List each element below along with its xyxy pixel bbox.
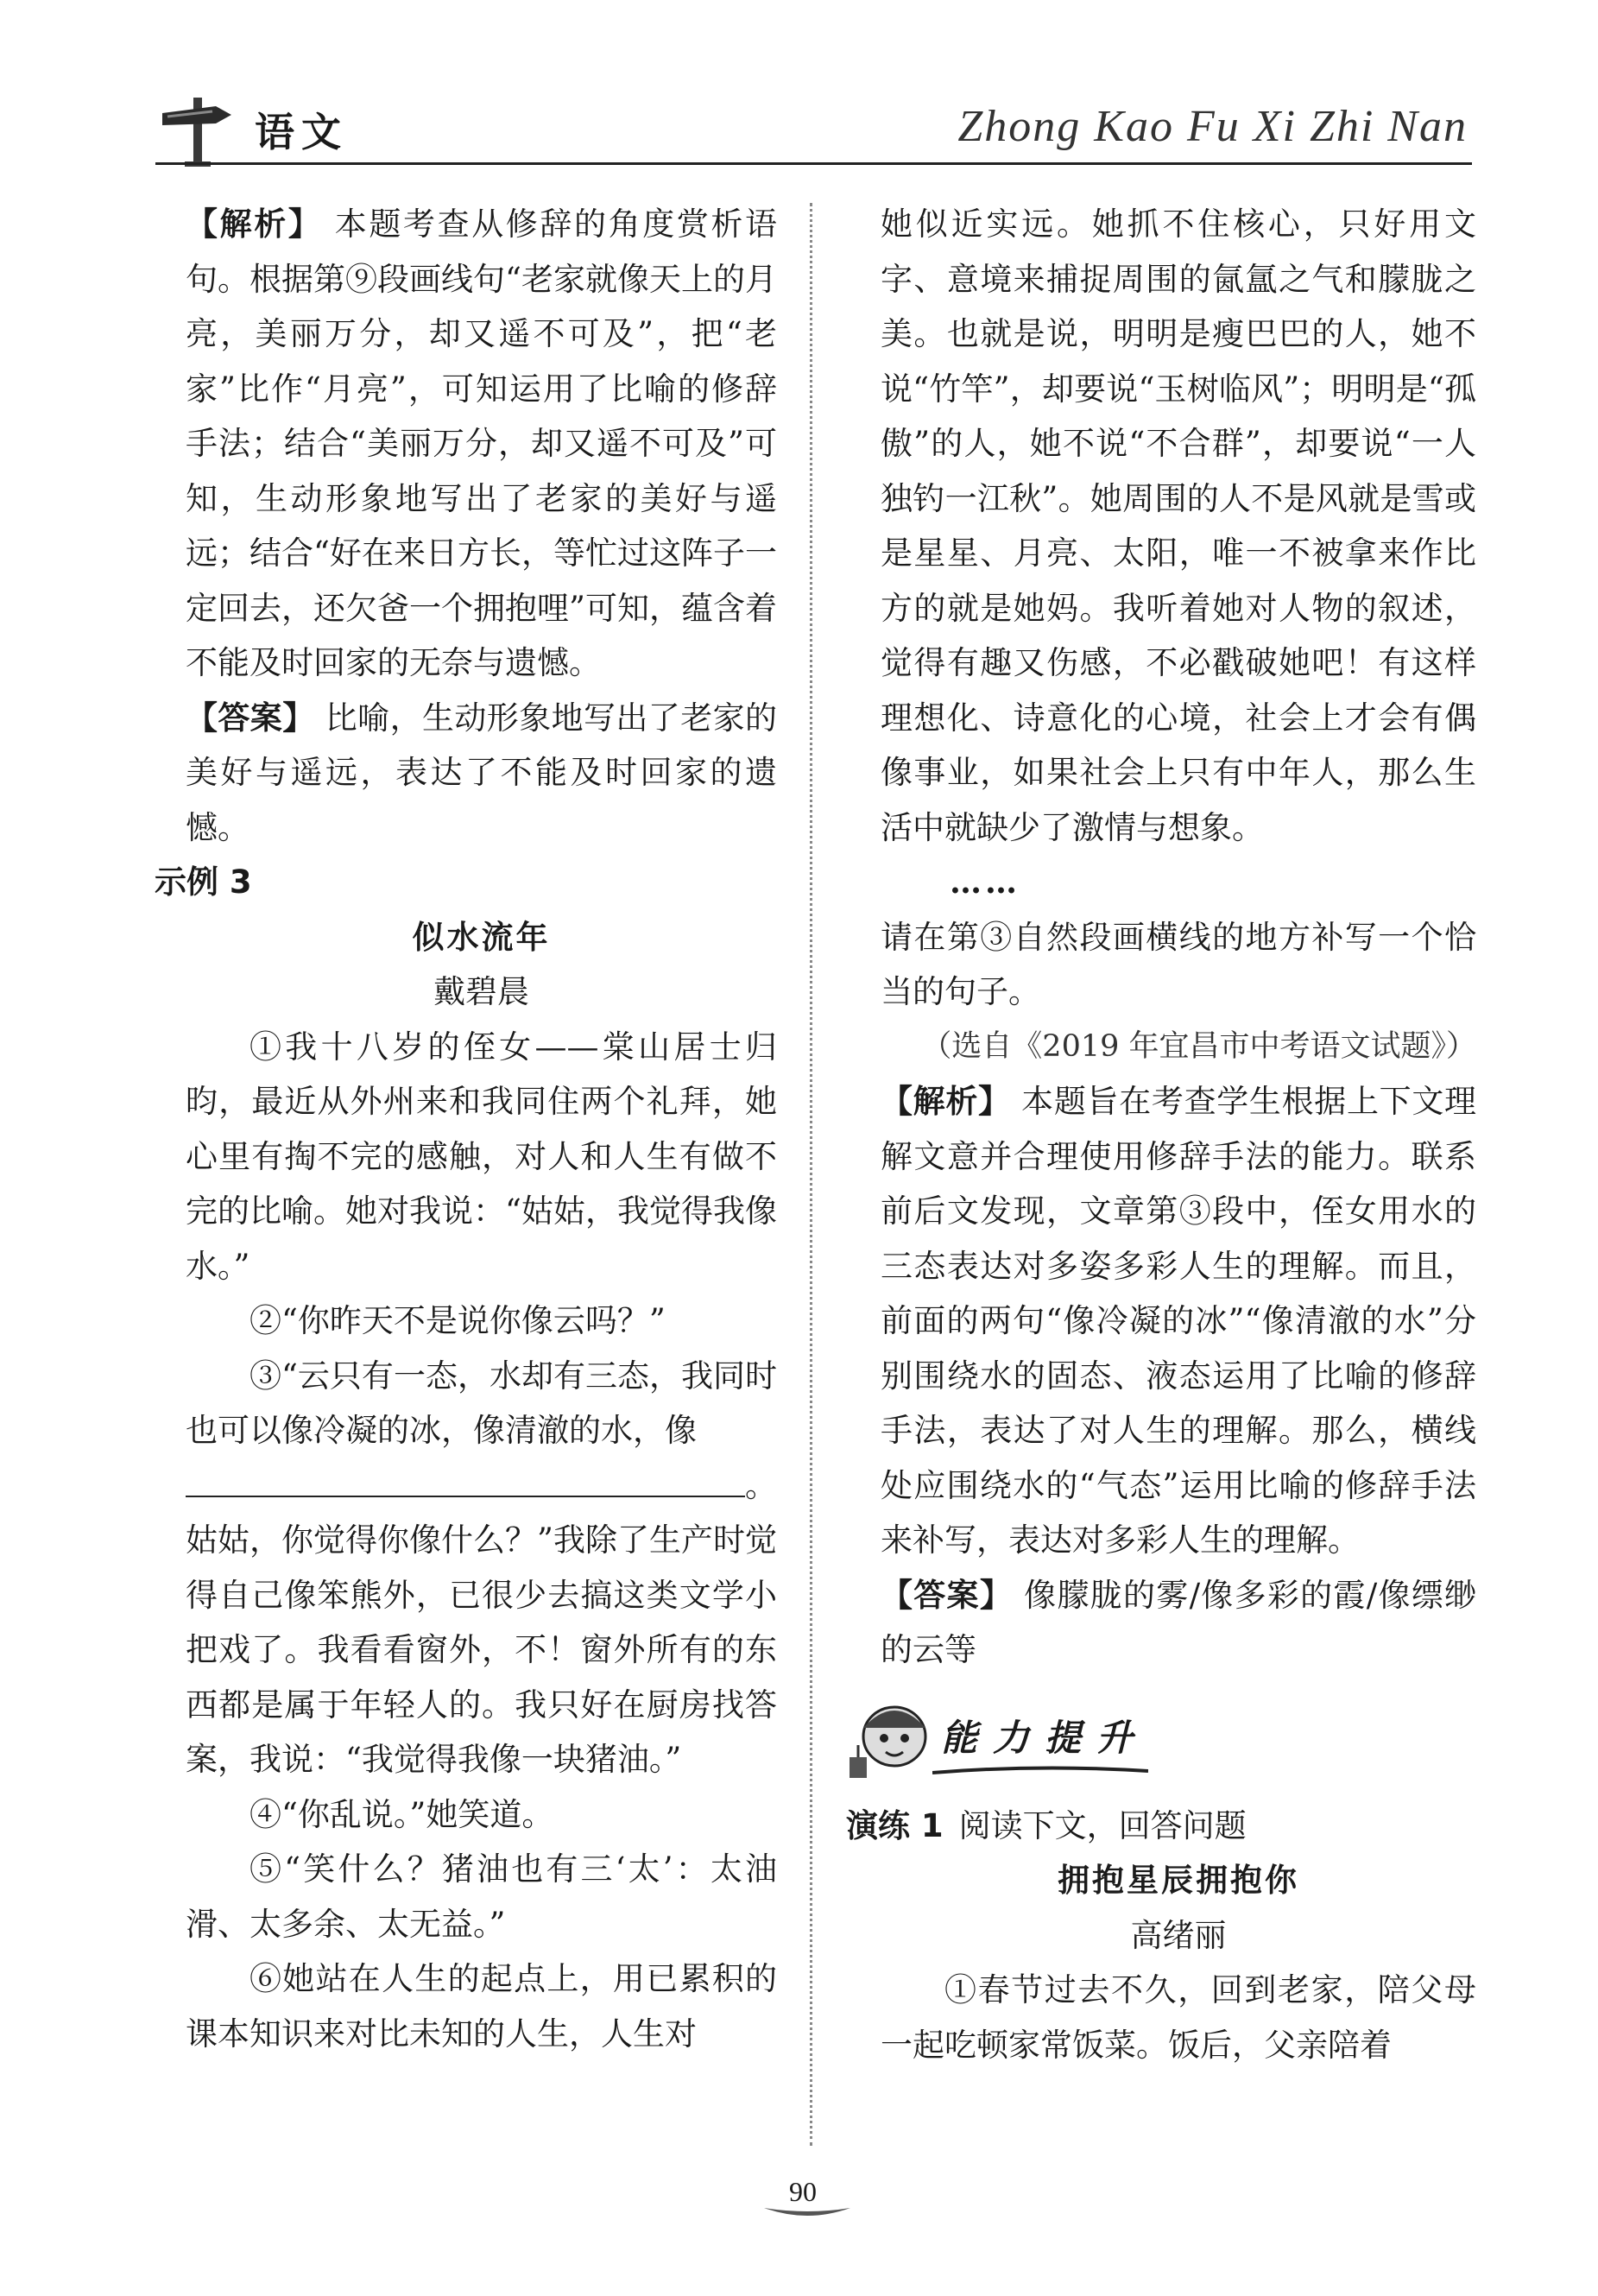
analysis-text: 本题旨在考查学生根据上下文理解文意并合理使用修辞手法的能力。联系前后文发现，文章第③段中，侄女用水的三态表达对多姿多彩人生的理解。而且，前面的两句“像冷凝的冰”“像清澈的水”分别围绕水的固态、液态运用了比喻的修辞手法，表达了对人生的理解。那么，横线处应围绕水的“气态”运用比喻的修辞手法来补写，表达对多彩人生的理解。 xyxy=(881,1083,1477,1559)
banner-brush-stroke xyxy=(932,1764,1148,1776)
signpost-icon xyxy=(155,91,242,168)
page-number-text: 90 xyxy=(789,2176,817,2207)
left-column xyxy=(155,197,778,2061)
answer-tag: 【答案】 xyxy=(881,1576,1014,1614)
analysis-tag: 【解析】 xyxy=(881,1083,1011,1120)
essay-paragraph: ③“云只有一态，水却有三态，我同时也可以像冷凝的冰，像清澈的水，像 xyxy=(186,1357,777,1449)
answer-text: 比喻，生动形象地写出了老家的美好与遥远，表达了不能及时回家的遗憾。 xyxy=(186,699,778,846)
header-subject: 语文 xyxy=(255,109,348,155)
essay-paragraph: ①我十八岁的侄女——棠山居士归昀，最近从外州来和我同住两个礼拜，她心里有掏不完的感触，对人和人生有做不完的比喻。她对我说：“姑姑，我觉得我像水。” xyxy=(186,1028,777,1285)
essay-paragraph: ⑥她站在人生的起点上，用已累积的课本知识来对比未知的人生，人生对 xyxy=(186,1960,777,2052)
drill-instruction: 阅读下文，回答问题 xyxy=(958,1806,1247,1844)
essay-paragraph: ④“你乱说。”她笑道。 xyxy=(249,1795,554,1833)
answer-text: 像朦胧的雾/像多彩的霞/像缥缈的云等 xyxy=(881,1576,1477,1668)
essay-title: 拥抱星辰拥抱你 xyxy=(1058,1862,1299,1899)
answer-block xyxy=(186,691,777,856)
analysis-text: 本题考查从修辞的角度赏析语句。根据第⑨段画线句“老家就像天上的月亮，美丽万分，却又遥不可及”，把“老家”比作“月亮”，可知运用了比喻的修辞手法；结合“美丽万分，却又遥不可及”可知，生动形象地写出了老家的美好与遥远；结合“好在来日方长，等忙过这阵子一定回去，还欠爸一个拥抱哩”可知，蕴含着不能及时回家的无奈与遗憾。 xyxy=(186,206,778,681)
banner-title: 能力提升 xyxy=(941,1716,1149,1759)
section-banner xyxy=(837,1685,1476,1795)
column-divider xyxy=(810,203,812,2146)
fill-in-blank xyxy=(186,1458,777,1514)
blank-end-mark: 。 xyxy=(745,1466,777,1504)
drill-heading xyxy=(846,1799,1476,1854)
essay-paragraph: ②“你昨天不是说你像云吗？” xyxy=(249,1302,666,1339)
essay-author: 高绪丽 xyxy=(1130,1916,1227,1954)
mascot-icon xyxy=(837,1685,941,1788)
page-number xyxy=(760,2176,846,2220)
analysis-tag: 【解析】 xyxy=(186,206,323,243)
drill-label: 演练 1 xyxy=(846,1806,944,1844)
analysis-block xyxy=(186,197,777,691)
source-note: （选自《2019 年宜昌市中考语文试题》） xyxy=(921,1028,1476,1064)
header-divider xyxy=(155,162,1472,165)
header-series-title: Zhong Kao Fu Xi Zhi Nan xyxy=(957,102,1468,151)
essay-author: 戴碧晨 xyxy=(433,973,529,1010)
answer-tag: 【答案】 xyxy=(186,699,315,737)
right-column xyxy=(846,197,1477,2072)
page-header xyxy=(155,82,1468,168)
example-label: 示例 3 xyxy=(155,863,252,901)
essay-paragraph: 姑姑，你觉得你像什么？”我除了生产时觉得自己像笨熊外，已很少去搞这类文学小把戏了。我看看窗外，不！窗外所有的东西都是属于年轻人的。我只好在厨房找答案，我说：“我觉得我像一块猪油。” xyxy=(186,1521,777,1778)
answer-block xyxy=(881,1568,1476,1678)
essay-title: 似水流年 xyxy=(412,918,551,956)
ellipsis: …… xyxy=(950,863,1020,901)
question-text: 请在第③自然段画横线的地方补写一个恰当的句子。 xyxy=(881,918,1476,1010)
blank-underline xyxy=(186,1496,745,1497)
essay-paragraph: ①春节过去不久，回到老家，陪父母一起吃顿家常饭菜。饭后，父亲陪着 xyxy=(881,1971,1476,2064)
essay-paragraph: 她似近实远。她抓不住核心，只好用文字、意境来捕捉周围的氤氲之气和朦胧之美。也就是说，明明是瘦巴巴的人，她不说“竹竿”，却要说“玉树临风”；明明是“孤傲”的人，她不说“不合群”，却要说“一人独钓一江秋”。她周围的人不是风就是雪或是星星、月亮、太阳，唯一不被拿来作比方的就是她妈。我听着她对人物的叙述，觉得有趣又伤感，不必戳破她吧！有这样理想化、诗意化的心境，社会上才会有偶像事业，如果社会上只有中年人，那么生活中就缺少了激情与想象。 xyxy=(881,206,1476,846)
essay-paragraph: ⑤“笑什么？猪油也有三‘太’：太油滑、太多余、太无益。” xyxy=(186,1850,777,1943)
analysis-block xyxy=(881,1074,1476,1568)
